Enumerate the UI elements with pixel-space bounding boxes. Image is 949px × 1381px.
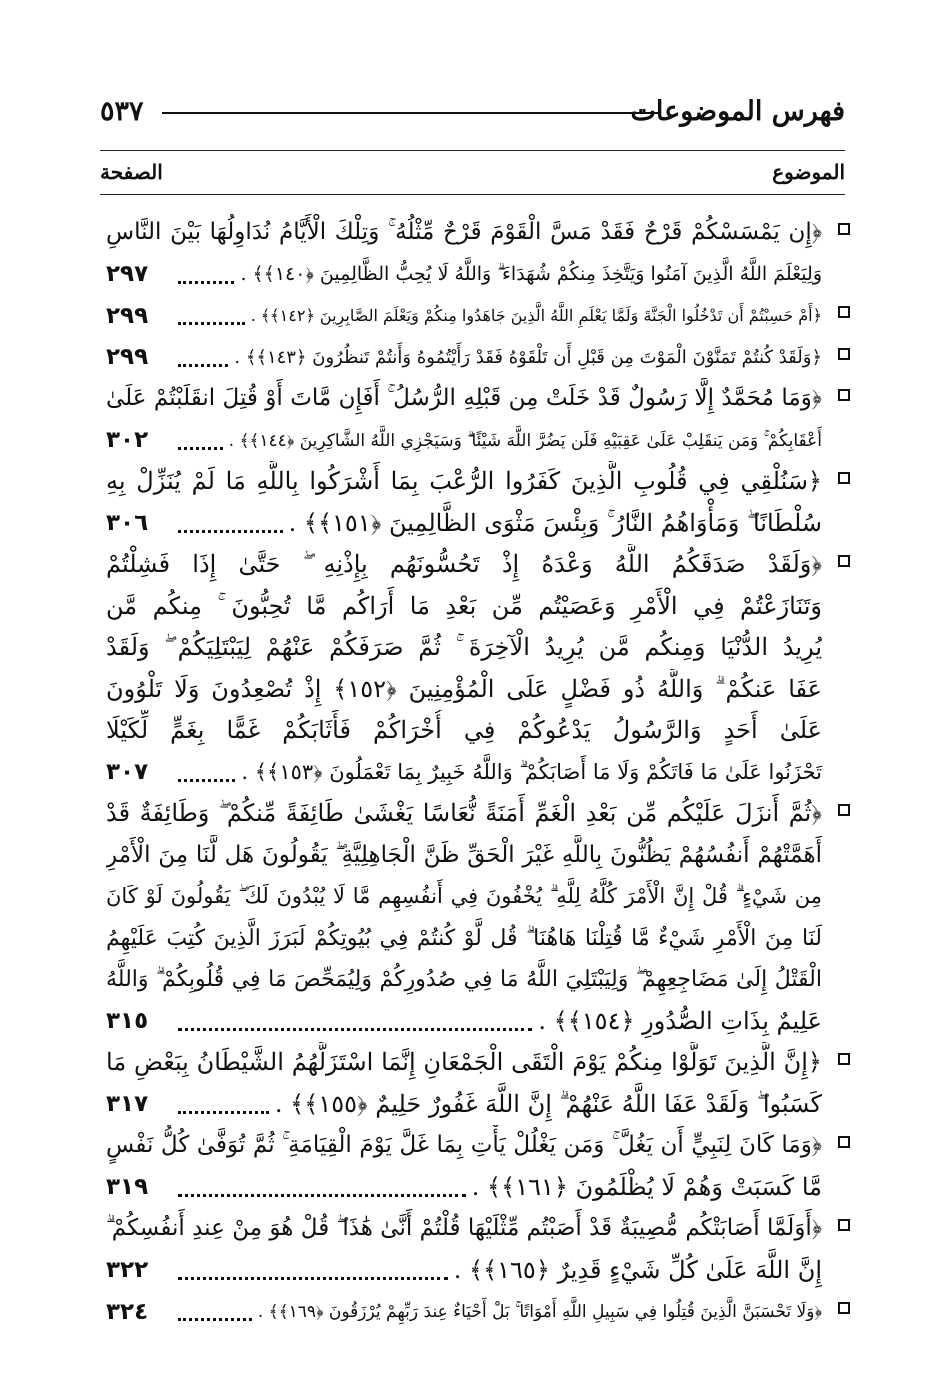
verse-line: ﴿وَمَا كَانَ لِنَبِيٍّ أَن يَغُلَّ ۚ وَمَن يَغْلُلْ يَأْتِ بِمَا غَلَّ يَوْمَ الْقِيَامَةِ ۚ ثُمَّ تُوَفَّىٰ كُلُّ نَفْسٍ: [106, 1132, 822, 1158]
dot-leader: [178, 281, 234, 284]
index-entries: [100, 212, 850, 1333]
index-entry: [100, 337, 850, 379]
verse-last-line: [106, 1250, 822, 1292]
entry-body: [106, 1291, 822, 1333]
entry-body: [106, 1125, 822, 1208]
entry-body: [106, 337, 822, 379]
dot-leader: [178, 1318, 252, 1321]
verse-last-line: [106, 420, 822, 462]
entry-body: [106, 544, 822, 793]
header-divider: [100, 150, 845, 151]
entry-body: [106, 1208, 822, 1291]
dot-leader: [178, 779, 235, 782]
entry-body: [106, 212, 822, 295]
verse-text: تَحْزَنُوا عَلَىٰ مَا فَاتَكُمْ وَلَا مَا أَصَابَكُمْ ۗ وَاللَّهُ خَبِيرٌ بِمَا تَعْمَلُونَ ﴿١٥٣﴾﴾ .: [241, 759, 822, 784]
verse-text: ﴿وَلَقَدْ كُنتُمْ تَمَنَّوْنَ الْمَوْتَ مِن قَبْلِ أَن تَلْقَوْهُ فَقَدْ رَأَيْتُمُوهُ وَأَنتُمْ تَنظُرُونَ ﴿١٤٣﴾﴾ .: [234, 346, 822, 368]
verse-last-line: [106, 254, 822, 296]
verse-line: وَتَنَازَعْتُمْ فِي الْأَمْرِ وَعَصَيْتُم مِّن بَعْدِ مَا أَرَاكُم مَّا تُحِبُّونَ ۚ مِنكُم مَّن: [106, 591, 822, 620]
entry-checkbox-icon: [838, 389, 850, 401]
entry-checkbox-icon: [838, 555, 850, 567]
verse-line: ﴿وَمَا مُحَمَّدٌ إِلَّا رَسُولٌ قَدْ خَلَتْ مِن قَبْلِهِ الرُّسُلُ ۚ أَفَإِن مَّاتَ أَوْ قُتِلَ انقَلَبْتُمْ عَلَىٰ: [106, 385, 822, 411]
verse-last-line: [106, 752, 822, 794]
entry-checkbox-icon: [838, 306, 850, 318]
page-reference: ٢٩٩: [106, 302, 149, 329]
dot-leader: [178, 447, 223, 450]
page-reference: ٣٢٤: [106, 1298, 149, 1325]
verse-line: عَفَا عَنكُمْ ۗ وَاللَّهُ ذُو فَضْلٍ عَلَى الْمُؤْمِنِينَ ﴿١٥٢﴾ إِذْ تُصْعِدُونَ وَلَا تَلْوُونَ: [106, 674, 822, 703]
verse-line: عَلَىٰ أَحَدٍ وَالرَّسُولُ يَدْعُوكُمْ فِي أُخْرَاكُمْ فَأَثَابَكُمْ غَمًّا بِغَمٍّ لِّكَيْلَا: [106, 716, 822, 744]
verse-line: ﴿سَنُلْقِي فِي قُلُوبِ الَّذِينَ كَفَرُوا الرُّعْبَ بِمَا أَشْرَكُوا بِاللَّهِ مَا لَمْ يُنَزِّلْ بِهِ: [106, 467, 822, 495]
verse-line: الْقَتْلُ إِلَىٰ مَضَاجِعِهِمْ ۖ وَلِيَبْتَلِيَ اللَّهُ مَا فِي صُدُورِكُمْ وَلِيُمَحِّصَ مَا فِي قُلُوبِكُمْ ۗ وَاللَّهُ: [106, 967, 822, 992]
verse-line: أَهَمَّتْهُمْ أَنفُسُهُمْ يَظُنُّونَ بِاللَّهِ غَيْرَ الْحَقِّ ظَنَّ الْجَاهِلِيَّةِ ۖ يَقُولُونَ هَل لَّنَا مِنَ الْأَمْرِ: [106, 841, 822, 868]
entry-checkbox-icon: [838, 1302, 850, 1314]
entry-checkbox-icon: [838, 348, 850, 360]
page-reference: ٣١٩: [106, 1174, 149, 1201]
verse-text: ﴿وَلَا تَحْسَبَنَّ الَّذِينَ قُتِلُوا فِي سَبِيلِ اللَّهِ أَمْوَاتًا ۚ بَلْ أَحْيَاءٌ عِندَ رَبِّهِمْ يُرْزَقُونَ ﴿١٦٩﴾﴾ .: [257, 1302, 822, 1323]
verse-line: ﴿أَوَلَمَّا أَصَابَتْكُم مُّصِيبَةٌ قَدْ أَصَبْتُم مِّثْلَيْهَا قُلْتُمْ أَنَّىٰ هَٰذَا ۖ قُلْ هُوَ مِنْ عِندِ أَنفُسِكُمْ ۗ: [106, 1215, 822, 1241]
index-entry: [100, 1125, 850, 1208]
page-number: ٥٣٧: [100, 96, 144, 127]
entry-body: [106, 461, 822, 544]
index-entry: [100, 1291, 850, 1333]
dot-leader: [178, 1277, 448, 1280]
verse-text: عَلِيمٌ بِذَاتِ الصُّدُورِ ﴿١٥٤﴾﴾ .: [538, 1007, 822, 1036]
verse-line: ﴿إِن يَمْسَسْكُمْ قَرْحٌ فَقَدْ مَسَّ الْقَوْمَ قَرْحٌ مِّثْلُهُ ۚ وَتِلْكَ الْأَيَّامُ نُدَاوِلُهَا بَيْنَ النَّاسِ: [106, 219, 822, 245]
verse-line: ﴿إِنَّ الَّذِينَ تَوَلَّوْا مِنكُمْ يَوْمَ الْتَقَى الْجَمْعَانِ إِنَّمَا اسْتَزَلَّهُمُ الشَّيْطَانُ بِبَعْضِ مَا: [106, 1048, 822, 1076]
entry-body: [106, 295, 822, 337]
dot-leader: [178, 322, 245, 325]
entry-checkbox-icon: [838, 1219, 850, 1231]
entry-body: [106, 378, 822, 461]
verse-line: مِن شَيْءٍ ۗ قُلْ إِنَّ الْأَمْرَ كُلَّهُ لِلَّهِ ۗ يُخْفُونَ فِي أَنفُسِهِم مَّا لَا يُبْدُونَ لَكَ ۖ يَقُولُونَ لَوْ كَانَ: [106, 884, 822, 908]
verse-last-line: [106, 1167, 822, 1209]
page-reference: ٢٩٧: [106, 261, 149, 288]
column-headings: [100, 160, 845, 190]
index-entry: [100, 544, 850, 793]
verse-line: يُرِيدُ الدُّنْيَا وَمِنكُم مَّن يُرِيدُ الْآخِرَةَ ۚ ثُمَّ صَرَفَكُمْ عَنْهُمْ لِيَبْتَلِيَكُمْ ۖ وَلَقَدْ: [106, 633, 822, 661]
dot-leader: [178, 1111, 269, 1114]
verse-text: سُلْطَانًا ۖ وَمَأْوَاهُمُ النَّارُ ۚ وَبِئْسَ مَثْوَى الظَّالِمِينَ ﴿١٥١﴾﴾ .: [288, 509, 822, 538]
header-rule: [162, 112, 660, 114]
index-entry: [100, 1042, 850, 1125]
dot-leader: [178, 1028, 532, 1031]
page-reference: ٣٠٧: [106, 759, 149, 786]
index-entry: [100, 212, 850, 295]
page-reference: ٣٢٢: [106, 1257, 149, 1284]
index-entry: [100, 295, 850, 337]
verse-last-line: [106, 503, 822, 545]
index-entry: [100, 793, 850, 1042]
page-title: فهرس الموضوعات: [630, 96, 845, 127]
index-entry: [100, 1208, 850, 1291]
index-entry: [100, 378, 850, 461]
entry-checkbox-icon: [838, 1053, 850, 1065]
page-reference: ٢٩٩: [106, 344, 149, 371]
verse-last-line: [106, 337, 822, 379]
dot-leader: [178, 1194, 466, 1197]
verse-text: أَعْقَابِكُمْ ۚ وَمَن يَنقَلِبْ عَلَىٰ عَقِبَيْهِ فَلَن يَضُرَّ اللَّهَ شَيْئًا ۗ وَسَيَجْزِي اللَّهُ الشَّاكِرِينَ ﴿١٤٤﴾﴾ .: [228, 430, 822, 451]
entry-body: [106, 793, 822, 1042]
verse-line: ﴿ثُمَّ أَنزَلَ عَلَيْكُم مِّن بَعْدِ الْغَمِّ أَمَنَةً نُّعَاسًا يَغْشَىٰ طَائِفَةً مِّنكُمْ ۖ وَطَائِفَةٌ قَدْ: [106, 799, 822, 827]
entry-checkbox-icon: [838, 1136, 850, 1148]
entry-checkbox-icon: [838, 223, 850, 235]
entry-body: [106, 1042, 822, 1125]
page-reference: ٣١٥: [106, 1008, 149, 1035]
verse-last-line: [106, 1084, 822, 1126]
dot-leader: [178, 364, 228, 367]
index-entry: [100, 461, 850, 544]
verse-line: ﴿وَلَقَدْ صَدَقَكُمُ اللَّهُ وَعْدَهُ إِذْ تَحُسُّونَهُم بِإِذْنِهِ ۖ حَتَّىٰ إِذَا فَشِلْتُمْ: [106, 550, 822, 578]
page-reference: ٣١٧: [106, 1091, 149, 1118]
page-reference: ٣٠٢: [106, 427, 149, 454]
verse-last-line: [106, 1291, 822, 1333]
verse-text: كَسَبُوا ۖ وَلَقَدْ عَفَا اللَّهُ عَنْهُمْ ۗ إِنَّ اللَّهَ غَفُورٌ حَلِيمٌ ﴿١٥٥﴾﴾ .: [274, 1090, 822, 1119]
verse-line: لَنَا مِنَ الْأَمْرِ شَيْءٌ مَّا قُتِلْنَا هَاهُنَا ۗ قُل لَّوْ كُنتُمْ فِي بُيُوتِكُمْ لَبَرَزَ الَّذِينَ كُتِبَ عَلَيْهِمُ: [106, 925, 822, 951]
verse-text: ﴿أَمْ حَسِبْتُمْ أَن تَدْخُلُوا الْجَنَّةَ وَلَمَّا يَعْلَمِ اللَّهُ الَّذِينَ جَاهَدُوا مِنكُمْ وَيَعْلَمَ الصَّابِرِينَ ﴿١٤٢﴾﴾ .: [250, 306, 822, 326]
column-subject-heading: الموضوع: [772, 160, 845, 184]
page-reference: ٣٠٦: [106, 510, 149, 537]
page-header: [100, 92, 845, 132]
verse-text: وَلِيَعْلَمَ اللَّهُ الَّذِينَ آمَنُوا وَيَتَّخِذَ مِنكُمْ شُهَدَاءَ ۗ وَاللَّهُ لَا يُحِبُّ الظَّالِمِينَ ﴿١٤٠﴾﴾ .: [240, 263, 822, 286]
verse-last-line: [106, 295, 822, 337]
verse-text: مَّا كَسَبَتْ وَهُمْ لَا يُظْلَمُونَ ﴿١٦١﴾﴾ .: [471, 1173, 822, 1202]
verse-text: إِنَّ اللَّهَ عَلَىٰ كُلِّ شَيْءٍ قَدِيرٌ ﴿١٦٥﴾﴾ .: [453, 1256, 822, 1285]
column-page-heading: الصفحة: [100, 160, 163, 184]
column-divider: [100, 194, 845, 195]
verse-last-line: [106, 1001, 822, 1043]
entry-checkbox-icon: [838, 472, 850, 484]
entry-checkbox-icon: [838, 804, 850, 816]
dot-leader: [178, 530, 283, 533]
